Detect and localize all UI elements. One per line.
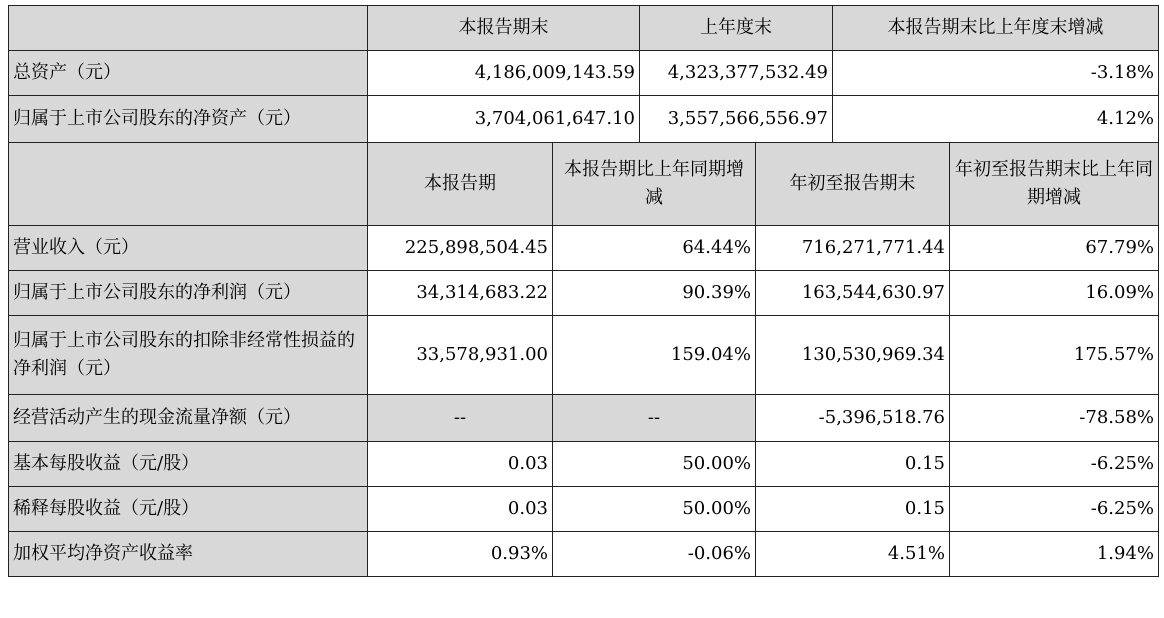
- header-prior-year-end: 上年度末: [640, 6, 833, 51]
- row-label: 归属于上市公司股东的净资产（元）: [9, 96, 368, 143]
- cell-period-change: 50.00%: [553, 487, 756, 532]
- row-label: 稀释每股收益（元/股）: [9, 487, 368, 532]
- cell-period-change: 50.00%: [553, 442, 756, 487]
- cell-change: 4.12%: [833, 96, 1159, 143]
- cell-ytd: 0.15: [756, 487, 950, 532]
- cell-prior: 3,557,566,556.97: [640, 96, 833, 143]
- financial-data-table: [8, 5, 1159, 577]
- table-row: [9, 487, 1159, 532]
- cell-ytd: -5,396,518.76: [756, 395, 950, 442]
- cell-period-change: --: [553, 395, 756, 442]
- header-current-period: 本报告期: [368, 143, 553, 226]
- cell-period-change: 90.39%: [553, 271, 756, 316]
- cell-ytd-change: 67.79%: [950, 226, 1159, 271]
- cell-period: 0.03: [368, 442, 553, 487]
- table-row: [9, 96, 1159, 143]
- cell-ytd: 4.51%: [756, 532, 950, 577]
- table-row: [9, 442, 1159, 487]
- row-label: 归属于上市公司股东的扣除非经常性损益的净利润（元）: [9, 316, 368, 395]
- row-label: 归属于上市公司股东的净利润（元）: [9, 271, 368, 316]
- header-blank-cell: [9, 6, 368, 51]
- cell-period: 0.93%: [368, 532, 553, 577]
- income-header-row: [9, 143, 1159, 226]
- cell-current: 3,704,061,647.10: [368, 96, 640, 143]
- cell-ytd: 716,271,771.44: [756, 226, 950, 271]
- cell-period-change: 159.04%: [553, 316, 756, 395]
- table-row: [9, 532, 1159, 577]
- row-label: 基本每股收益（元/股）: [9, 442, 368, 487]
- table-row: [9, 316, 1159, 395]
- header-current-period-change: 本报告期比上年同期增减: [553, 143, 756, 226]
- cell-ytd-change: -6.25%: [950, 442, 1159, 487]
- cell-ytd-change: 16.09%: [950, 271, 1159, 316]
- cell-period: --: [368, 395, 553, 442]
- cell-prior: 4,323,377,532.49: [640, 51, 833, 96]
- table-row: [9, 226, 1159, 271]
- row-label: 加权平均净资产收益率: [9, 532, 368, 577]
- header-blank-cell: [9, 143, 368, 226]
- cell-period: 34,314,683.22: [368, 271, 553, 316]
- cell-ytd-change: 175.57%: [950, 316, 1159, 395]
- cell-period-change: 64.44%: [553, 226, 756, 271]
- cell-ytd-change: -78.58%: [950, 395, 1159, 442]
- header-ytd-change: 年初至报告期末比上年同期增减: [950, 143, 1159, 226]
- table-row: [9, 395, 1159, 442]
- cell-change: -3.18%: [833, 51, 1159, 96]
- balance-header-row: [9, 6, 1159, 51]
- cell-ytd: 0.15: [756, 442, 950, 487]
- cell-period-change: -0.06%: [553, 532, 756, 577]
- cell-ytd-change: 1.94%: [950, 532, 1159, 577]
- header-ytd: 年初至报告期末: [756, 143, 950, 226]
- table-row: [9, 271, 1159, 316]
- cell-ytd-change: -6.25%: [950, 487, 1159, 532]
- table-row: [9, 51, 1159, 96]
- cell-period: 0.03: [368, 487, 553, 532]
- cell-period: 225,898,504.45: [368, 226, 553, 271]
- cell-current: 4,186,009,143.59: [368, 51, 640, 96]
- row-label: 营业收入（元）: [9, 226, 368, 271]
- cell-period: 33,578,931.00: [368, 316, 553, 395]
- header-period-end: 本报告期末: [368, 6, 640, 51]
- row-label: 经营活动产生的现金流量净额（元）: [9, 395, 368, 442]
- row-label: 总资产（元）: [9, 51, 368, 96]
- header-period-change: 本报告期末比上年度末增减: [833, 6, 1159, 51]
- cell-ytd: 130,530,969.34: [756, 316, 950, 395]
- cell-ytd: 163,544,630.97: [756, 271, 950, 316]
